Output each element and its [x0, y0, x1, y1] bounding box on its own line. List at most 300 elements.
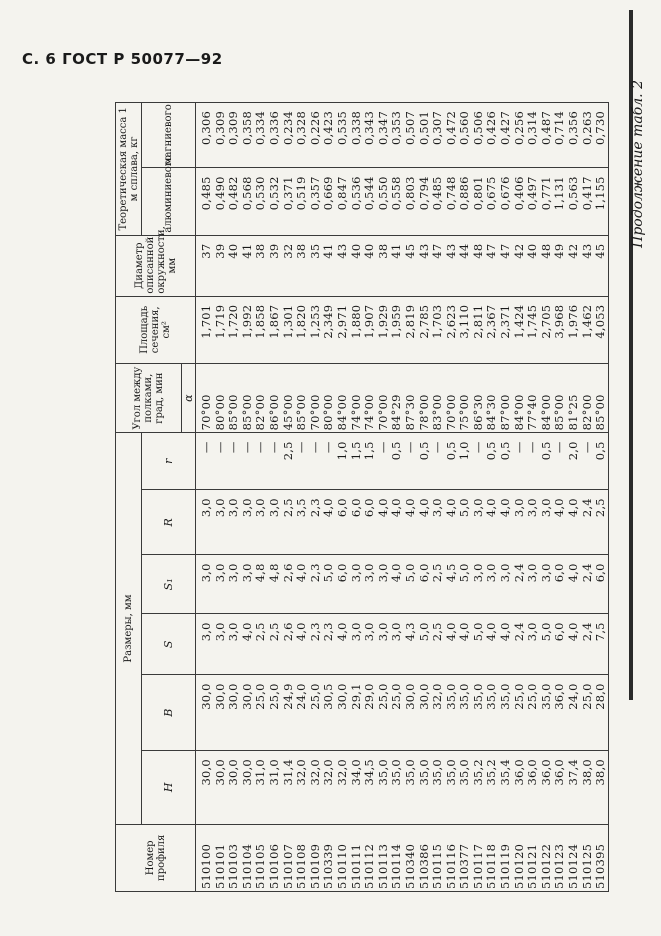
cell-area: 2,349 [321, 304, 336, 339]
cell-r: 0,5 [498, 441, 513, 461]
cell-area: 3,968 [552, 304, 567, 339]
cell-profile: 510101 [212, 843, 227, 889]
cell-diameter: 37 [199, 243, 213, 259]
cell-R: 4,0 [484, 498, 499, 518]
cell-angle: 77°40 [525, 394, 540, 431]
cell-H: 31,4 [280, 759, 295, 786]
cell-diameter: 47 [484, 243, 499, 259]
cell-area: 1,858 [253, 304, 268, 339]
cell-r: 2,0 [566, 441, 581, 461]
cell-profile: 510111 [348, 843, 363, 889]
cell-r: — [402, 441, 417, 454]
cell-al: 0,669 [321, 176, 336, 211]
cell-profile: 510110 [334, 843, 349, 889]
cell-area: 2,971 [334, 304, 349, 339]
cell-r: — [239, 441, 254, 454]
cell-R: 4,0 [443, 498, 458, 518]
cell-H: 37,4 [566, 759, 581, 786]
cell-R: 3,0 [199, 498, 213, 518]
cell-S1: 4,8 [253, 563, 268, 583]
cell-profile: 510119 [498, 843, 513, 889]
cell-R: 4,0 [552, 498, 567, 518]
cell-angle: 70°00 [199, 394, 213, 431]
cell-profile: 510123 [552, 843, 567, 889]
cell-area: 2,811 [470, 304, 485, 339]
cell-S: 5,0 [470, 622, 485, 642]
cell-area: 1,929 [375, 304, 390, 339]
cell-area: 4,053 [593, 304, 608, 339]
cell-r: 0,5 [443, 441, 458, 461]
cell-B: 30,5 [321, 683, 336, 710]
cell-B: 30,0 [334, 683, 349, 710]
cell-S: 3,0 [362, 622, 377, 642]
cell-mg: 0,309 [212, 111, 227, 145]
cell-S: 5,0 [538, 622, 553, 642]
header-aluminum: алюминиевого [142, 168, 196, 235]
cell-al: 0,550 [375, 176, 390, 211]
cell-H: 36,0 [538, 759, 553, 786]
cell-mg: 0,234 [280, 111, 295, 145]
cell-S1: 3,0 [484, 563, 499, 583]
cell-diameter: 48 [470, 243, 485, 259]
cell-S: 3,0 [525, 622, 540, 642]
cell-mg: 0,426 [484, 111, 499, 145]
cell-mg: 0,427 [498, 111, 513, 145]
cell-H: 32,0 [294, 759, 309, 786]
cell-profile: 510109 [307, 843, 322, 889]
cell-area: 1,703 [430, 304, 445, 339]
cell-B: 29,1 [348, 683, 363, 710]
cell-S: 6,0 [552, 622, 567, 642]
cell-mg: 0,307 [430, 111, 445, 145]
cell-profile: 510107 [280, 843, 295, 889]
cell-mg: 0,309 [226, 111, 241, 145]
cell-H: 30,0 [239, 759, 254, 786]
cell-S1: 3,0 [470, 563, 485, 583]
cell-S: 5,0 [416, 622, 431, 642]
header-R: R [142, 490, 196, 555]
cell-S: 4,0 [294, 622, 309, 642]
cell-mg: 0,356 [566, 111, 581, 145]
cell-r: — [212, 441, 227, 454]
cell-angle: 70°00 [375, 394, 390, 431]
cell-angle: 45°00 [280, 394, 295, 431]
cell-profile: 510103 [226, 843, 241, 889]
page-header: С. 6 ГОСТ Р 50077—92 [22, 50, 223, 68]
cell-H: 36,0 [525, 759, 540, 786]
cell-profile: 510124 [566, 843, 581, 889]
cell-profile: 510114 [389, 843, 404, 889]
cell-H: 31,0 [266, 759, 281, 786]
cell-angle: 87°00 [498, 394, 513, 431]
cell-r: 0,5 [593, 441, 608, 461]
cell-r: — [375, 441, 390, 454]
cell-mg: 0,472 [443, 111, 458, 145]
cell-H: 35,0 [375, 759, 390, 786]
cell-S1: 3,0 [212, 563, 227, 583]
cell-R: 4,0 [321, 498, 336, 518]
cell-mg: 0,730 [593, 111, 608, 145]
cell-diameter: 43 [443, 243, 458, 259]
cell-area: 1,462 [579, 304, 594, 339]
cell-al: 0,771 [538, 176, 553, 211]
cell-angle: 83°00 [430, 394, 445, 431]
cell-mg: 0,263 [579, 111, 594, 145]
cell-angle: 85°00 [593, 394, 608, 431]
cell-diameter: 38 [294, 243, 309, 259]
cell-area: 1,992 [239, 304, 254, 339]
cell-mg: 0,501 [416, 111, 431, 145]
cell-S1: 4,8 [266, 563, 281, 583]
cell-mg: 0,560 [457, 111, 472, 145]
header-sizes: Размеры, мм [116, 433, 142, 824]
cell-S1: 3,0 [226, 563, 241, 583]
cell-area: 2,705 [538, 304, 553, 339]
cell-S: 2,3 [321, 622, 336, 642]
cell-r: — [307, 441, 322, 454]
cell-B: 24,0 [566, 683, 581, 710]
cell-diameter: 43 [579, 243, 594, 259]
cell-area: 1,424 [511, 304, 526, 339]
cell-diameter: 40 [226, 243, 241, 259]
cell-area: 1,719 [212, 304, 227, 339]
cell-mg: 0,507 [402, 111, 417, 145]
cell-H: 34,5 [362, 759, 377, 786]
cell-diameter: 47 [498, 243, 513, 259]
column-aluminum [196, 168, 609, 235]
cell-S1: 2,4 [511, 563, 526, 583]
cell-al: 1,155 [593, 176, 608, 211]
cell-angle: 70°00 [307, 394, 322, 431]
cell-profile: 510125 [579, 843, 594, 889]
cell-B: 25,0 [525, 683, 540, 710]
cell-H: 35,0 [389, 759, 404, 786]
cell-r: — [430, 441, 445, 454]
cell-angle: 75°00 [457, 394, 472, 431]
cell-H: 32,0 [334, 759, 349, 786]
cell-diameter: 38 [253, 243, 268, 259]
cell-angle: 85°00 [226, 394, 241, 431]
cell-mg: 0,314 [525, 111, 540, 145]
cell-r: — [552, 441, 567, 454]
header-angle: Угол между полками, град, мин [116, 363, 182, 432]
cell-profile: 510116 [443, 843, 458, 889]
column-r [196, 433, 609, 490]
cell-S1: 4,5 [443, 563, 458, 583]
header-area: Площадь сечения, см² [116, 296, 196, 363]
cell-S1: 6,0 [593, 563, 608, 583]
caption-holder [620, 70, 660, 300]
cell-B: 30,0 [212, 683, 227, 710]
cell-R: 3,0 [430, 498, 445, 518]
cell-R: 4,0 [416, 498, 431, 518]
cell-area: 1,907 [362, 304, 377, 339]
cell-H: 35,0 [402, 759, 417, 786]
cell-profile: 510112 [362, 843, 377, 889]
cell-S: 2,3 [307, 622, 322, 642]
cell-profile: 510120 [511, 843, 526, 889]
cell-area: 1,720 [226, 304, 241, 339]
cell-S: 3,0 [375, 622, 390, 642]
cell-angle: 86°30 [470, 394, 485, 431]
cell-profile: 510105 [253, 843, 268, 889]
cell-al: 0,406 [511, 176, 526, 211]
cell-al: 0,803 [402, 176, 417, 211]
cell-al: 0,886 [457, 176, 472, 211]
cell-S1: 3,0 [498, 563, 513, 583]
cell-B: 35,0 [443, 683, 458, 710]
cell-B: 35,0 [457, 683, 472, 710]
cell-S: 4,0 [334, 622, 349, 642]
cell-al: 0,357 [307, 176, 322, 211]
cell-profile: 510122 [538, 843, 553, 889]
cell-angle: 87°30 [402, 394, 417, 431]
cell-R: 4,0 [402, 498, 417, 518]
cell-r: — [579, 441, 594, 454]
table-caption: Продолжение табл. 2 [630, 80, 646, 248]
cell-angle: 84°00 [334, 394, 349, 431]
cell-R: 3,5 [294, 498, 309, 518]
cell-diameter: 41 [321, 243, 336, 259]
cell-r: 1,0 [457, 441, 472, 461]
cell-S1: 5,0 [402, 563, 417, 583]
cell-S: 2,6 [280, 622, 295, 642]
cell-area: 1,959 [389, 304, 404, 339]
cell-S1: 3,0 [525, 563, 540, 583]
cell-profile: 510377 [457, 843, 472, 889]
cell-R: 4,0 [498, 498, 513, 518]
cell-diameter: 38 [375, 243, 390, 259]
cell-angle: 81°25 [566, 394, 581, 431]
cell-diameter: 39 [266, 243, 281, 259]
header-magnesium: магниевого [142, 103, 196, 168]
cell-H: 36,0 [511, 759, 526, 786]
cell-S1: 3,0 [538, 563, 553, 583]
cell-r: — [294, 441, 309, 454]
cell-al: 0,558 [389, 176, 404, 211]
column-profile [196, 824, 609, 891]
header-mass: Теоретическая масса 1 м сплава, кг [116, 103, 142, 236]
column-diameter [196, 235, 609, 296]
cell-al: 0,485 [199, 176, 213, 211]
column-area [196, 296, 609, 363]
cell-al: 0,544 [362, 176, 377, 211]
cell-H: 30,0 [212, 759, 227, 786]
cell-B: 36,0 [552, 683, 567, 710]
cell-r: 0,5 [484, 441, 499, 461]
cell-area: 1,820 [294, 304, 309, 339]
cell-mg: 0,506 [470, 111, 485, 145]
cell-r: — [511, 441, 526, 454]
cell-S: 4,0 [457, 622, 472, 642]
cell-diameter: 45 [402, 243, 417, 259]
cell-B: 24,0 [294, 683, 309, 710]
cell-r: 1,5 [362, 441, 377, 461]
cell-profile: 510118 [484, 843, 499, 889]
cell-diameter: 49 [552, 243, 567, 259]
cell-S: 3,0 [212, 622, 227, 642]
cell-al: 0,519 [294, 176, 309, 211]
cell-area: 1,867 [266, 304, 281, 339]
cell-B: 30,0 [199, 683, 213, 710]
cell-mg: 0,343 [362, 111, 377, 145]
cell-al: 0,417 [579, 176, 594, 211]
cell-diameter: 44 [457, 243, 472, 259]
cell-S: 3,0 [348, 622, 363, 642]
cell-H: 35,0 [443, 759, 458, 786]
cell-angle: 84°30 [484, 394, 499, 431]
cell-r: 0,5 [389, 441, 404, 461]
column-angle [196, 363, 609, 432]
cell-area: 2,367 [484, 304, 499, 339]
column-B [196, 675, 609, 751]
cell-S1: 2,4 [579, 563, 594, 583]
cell-H: 30,0 [226, 759, 241, 786]
cell-mg: 0,256 [511, 111, 526, 145]
cell-angle: 85°00 [294, 394, 309, 431]
cell-R: 4,0 [375, 498, 390, 518]
cell-H: 35,2 [484, 759, 499, 786]
header-S1: S₁ [142, 555, 196, 614]
header-S: S [142, 614, 196, 675]
cell-mg: 0,714 [552, 111, 567, 145]
cell-R: 3,0 [470, 498, 485, 518]
cell-R: 6,0 [334, 498, 349, 518]
cell-R: 2,3 [307, 498, 322, 518]
cell-diameter: 43 [416, 243, 431, 259]
cell-B: 25,0 [511, 683, 526, 710]
cell-H: 38,0 [579, 759, 594, 786]
cell-angle: 70°00 [443, 394, 458, 431]
cell-H: 31,0 [253, 759, 268, 786]
cell-angle: 74°00 [362, 394, 377, 431]
cell-S: 3,0 [226, 622, 241, 642]
cell-S: 4,0 [443, 622, 458, 642]
cell-r: — [226, 441, 241, 454]
cell-profile: 510117 [470, 843, 485, 889]
cell-mg: 0,423 [321, 111, 336, 145]
cell-r: — [470, 441, 485, 454]
cell-B: 25,0 [579, 683, 594, 710]
cell-R: 3,0 [525, 498, 540, 518]
cell-B: 25,0 [266, 683, 281, 710]
cell-al: 0,485 [430, 176, 445, 211]
column-R [196, 490, 609, 555]
header-diameter: Диаметр описанной окружности, мм [116, 235, 196, 296]
cell-S: 7,5 [593, 622, 608, 642]
cell-area: 1,701 [199, 304, 213, 339]
cell-al: 0,847 [334, 176, 349, 211]
cell-B: 35,0 [484, 683, 499, 710]
cell-r: 0,5 [538, 441, 553, 461]
cell-mg: 0,353 [389, 111, 404, 145]
cell-S1: 4,0 [566, 563, 581, 583]
cell-B: 30,0 [226, 683, 241, 710]
cell-S1: 4,0 [294, 563, 309, 583]
cell-diameter: 39 [212, 243, 227, 259]
cell-diameter: 48 [538, 243, 553, 259]
cell-R: 3,0 [212, 498, 227, 518]
cell-al: 0,530 [253, 176, 268, 211]
cell-angle: 84°00 [511, 394, 526, 431]
cell-S1: 4,0 [389, 563, 404, 583]
cell-S: 2,5 [430, 622, 445, 642]
cell-r: — [253, 441, 268, 454]
cell-area: 1,745 [525, 304, 540, 339]
cell-H: 35,0 [416, 759, 431, 786]
profiles-table [115, 102, 609, 892]
cell-profile: 510106 [266, 843, 281, 889]
cell-r: 1,5 [348, 441, 363, 461]
cell-angle: 82°00 [253, 394, 268, 431]
cell-diameter: 40 [348, 243, 363, 259]
cell-B: 25,0 [307, 683, 322, 710]
cell-H: 35,0 [457, 759, 472, 786]
cell-B: 32,0 [430, 683, 445, 710]
cell-al: 0,794 [416, 176, 431, 211]
cell-al: 0,532 [266, 176, 281, 211]
cell-B: 25,0 [375, 683, 390, 710]
cell-profile: 510121 [525, 843, 540, 889]
cell-S1: 6,0 [552, 563, 567, 583]
cell-H: 35,4 [498, 759, 513, 786]
cell-diameter: 40 [525, 243, 540, 259]
cell-mg: 0,306 [199, 111, 213, 145]
cell-S: 3,0 [389, 622, 404, 642]
cell-B: 28,0 [593, 683, 608, 710]
cell-al: 0,563 [566, 176, 581, 211]
cell-diameter: 32 [280, 243, 295, 259]
cell-mg: 0,535 [334, 111, 349, 145]
cell-R: 5,0 [457, 498, 472, 518]
cell-profile: 510339 [321, 843, 336, 889]
rotated-table-holder [115, 102, 608, 892]
cell-al: 0,568 [239, 176, 254, 211]
cell-S1: 2,6 [280, 563, 295, 583]
cell-al: 0,482 [226, 176, 241, 211]
header-H: H [142, 751, 196, 825]
cell-B: 29,0 [362, 683, 377, 710]
cell-S1: 3,0 [199, 563, 213, 583]
cell-diameter: 45 [593, 243, 608, 259]
cell-S: 4,0 [484, 622, 499, 642]
cell-mg: 0,338 [348, 111, 363, 145]
cell-profile: 510104 [239, 843, 254, 889]
header-B: B [142, 675, 196, 751]
cell-area: 2,819 [402, 304, 417, 339]
cell-R: 3,0 [253, 498, 268, 518]
cell-diameter: 41 [389, 243, 404, 259]
column-magnesium [196, 103, 609, 168]
cell-al: 0,676 [498, 176, 513, 211]
cell-R: 3,0 [511, 498, 526, 518]
cell-diameter: 43 [334, 243, 349, 259]
cell-area: 2,371 [498, 304, 513, 339]
cell-R: 2,5 [280, 498, 295, 518]
cell-angle: 74°00 [348, 394, 363, 431]
cell-area: 2,785 [416, 304, 431, 339]
cell-al: 0,371 [280, 176, 295, 211]
cell-area: 1,976 [566, 304, 581, 339]
cell-B: 35,0 [470, 683, 485, 710]
cell-R: 3,0 [538, 498, 553, 518]
cell-S1: 3,0 [239, 563, 254, 583]
cell-B: 35,0 [498, 683, 513, 710]
cell-angle: 80°00 [321, 394, 336, 431]
cell-area: 2,623 [443, 304, 458, 339]
cell-r: — [199, 441, 213, 454]
cell-H: 35,2 [470, 759, 485, 786]
